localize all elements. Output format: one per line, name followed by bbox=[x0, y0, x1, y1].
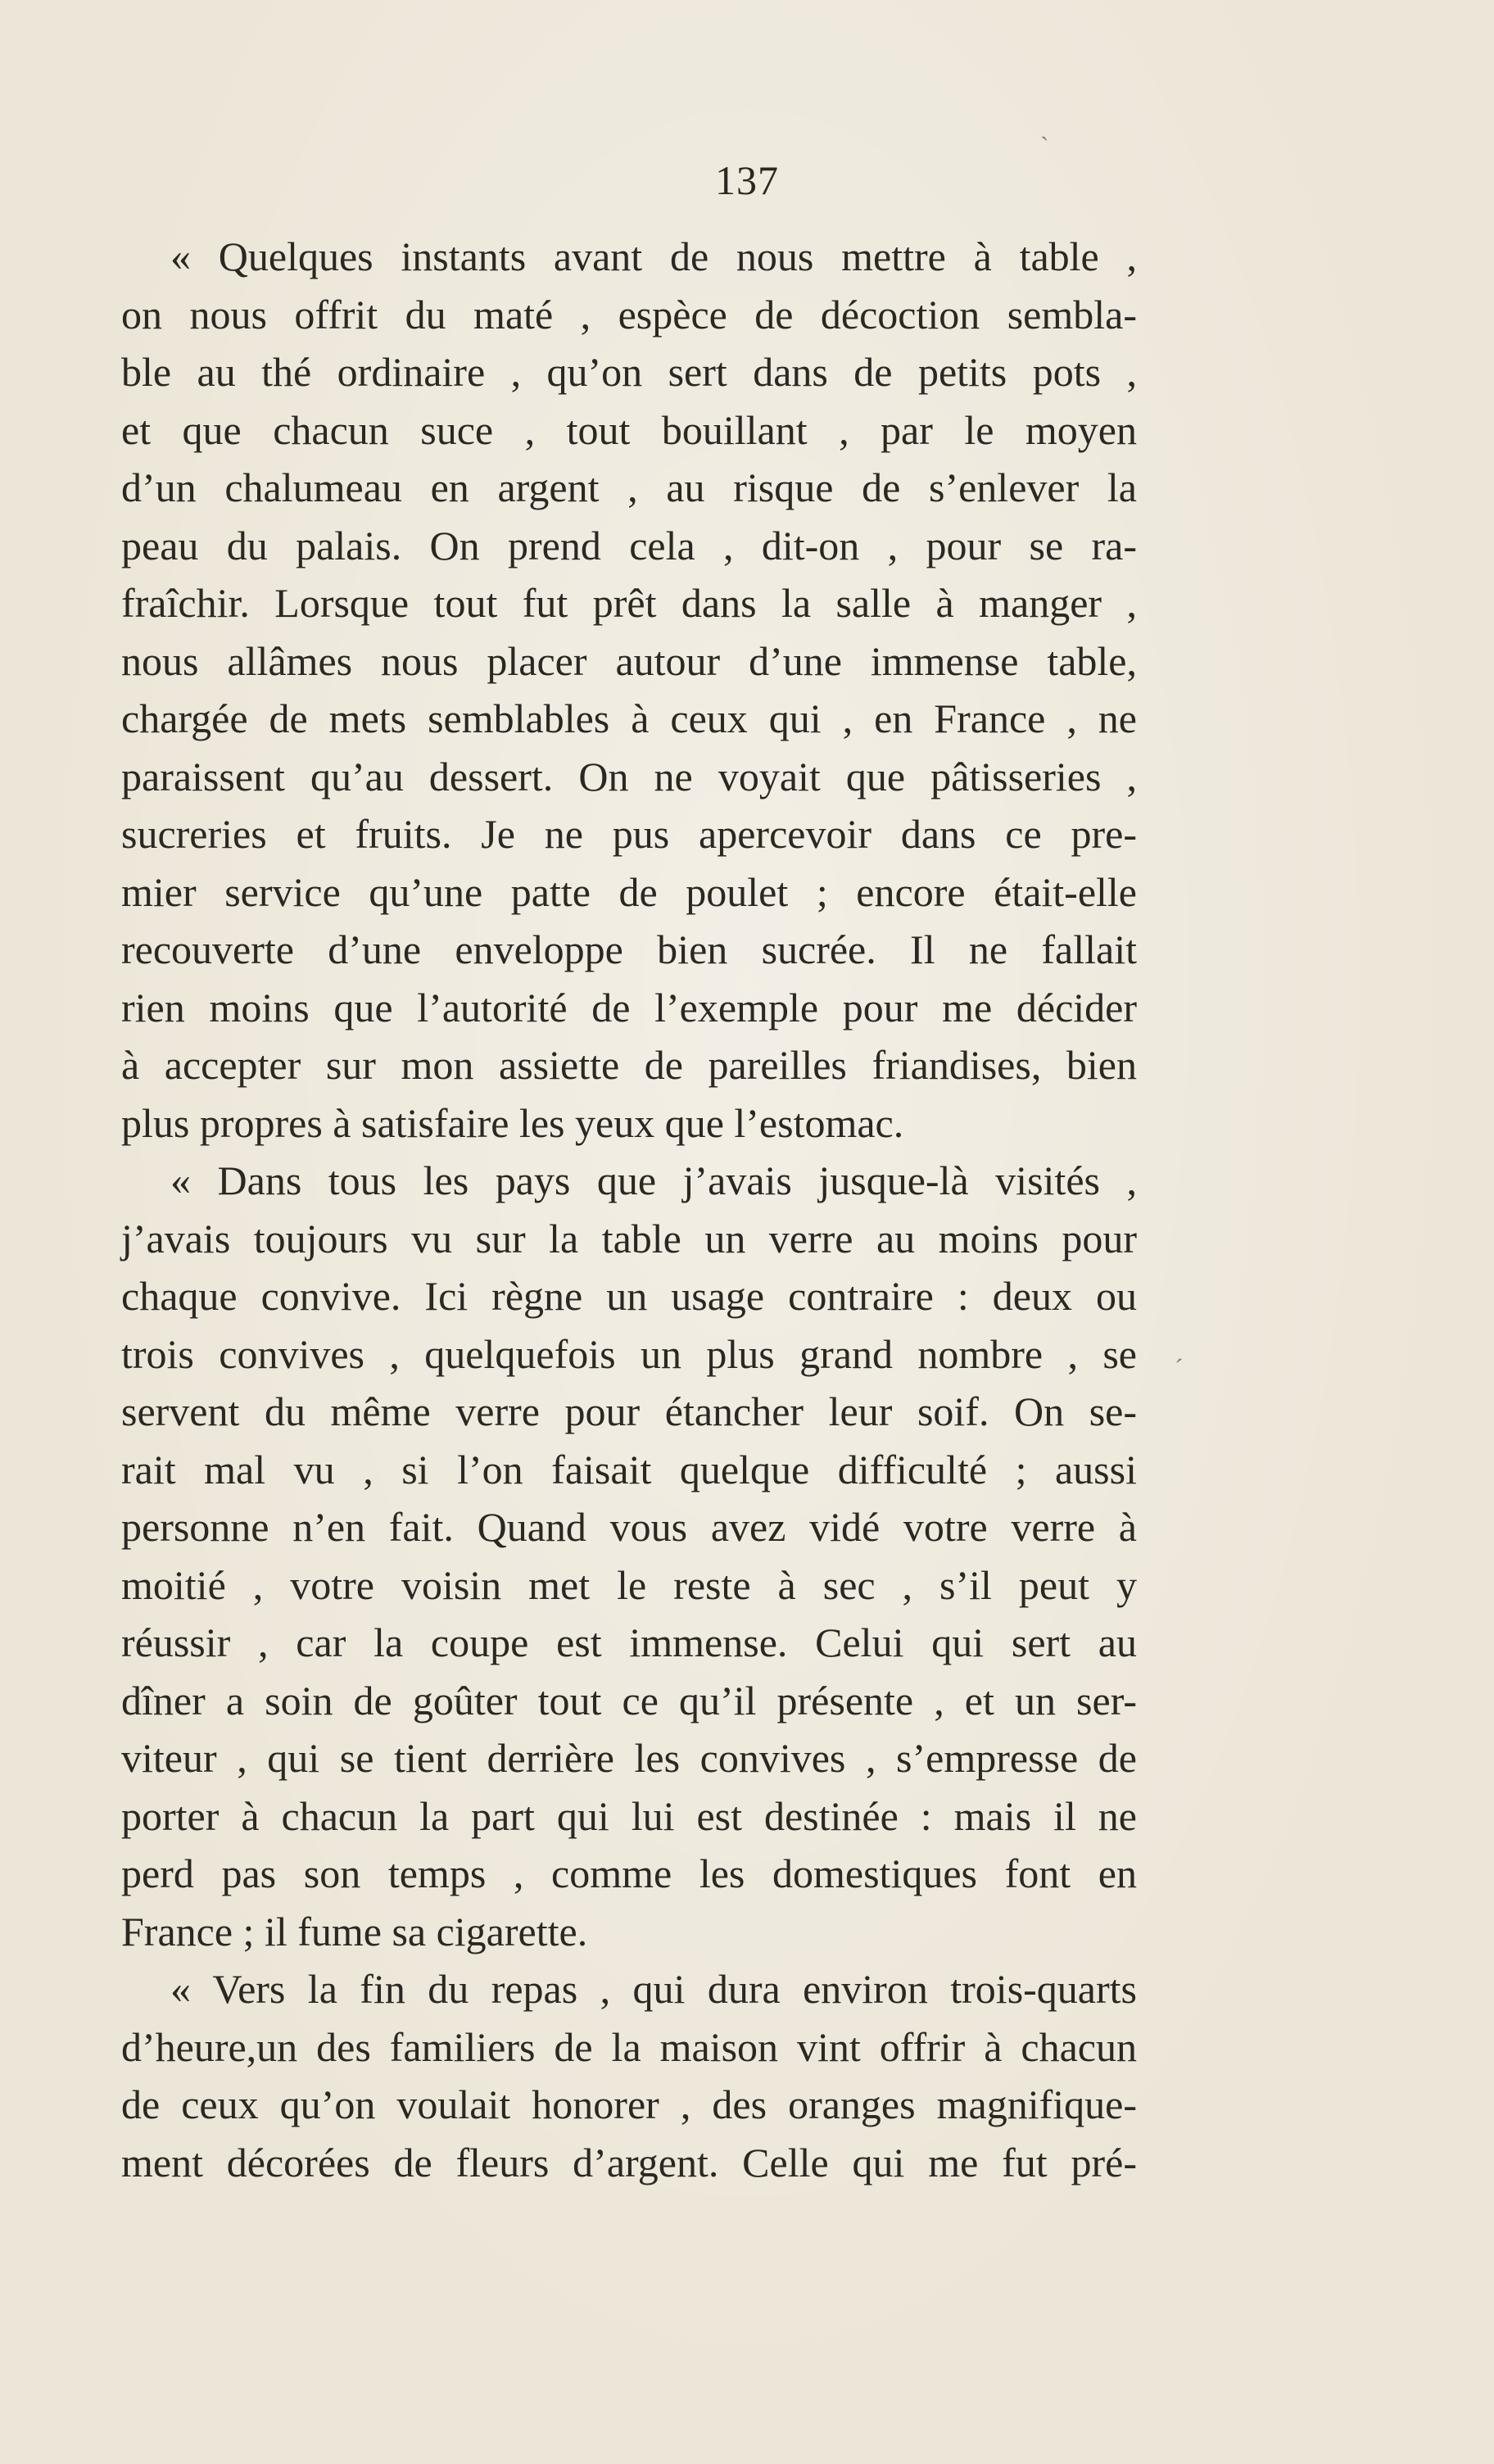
text-line: et que chacun suce , tout bouillant , par le moyen bbox=[121, 406, 1137, 453]
text-line: porter à chacun la part qui lui est destinée : mais il ne bbox=[121, 1792, 1137, 1839]
text-line: moitié , votre voisin met le reste à sec , s’il peut y bbox=[121, 1561, 1137, 1608]
text-line: perd pas son temps , comme les domestiques font en bbox=[121, 1850, 1137, 1896]
text-line: « Quelques instants avant de nous mettre à table , bbox=[170, 233, 1137, 279]
text-line: à accepter sur mon assiette de pareilles friandises, bien bbox=[121, 1042, 1137, 1088]
text-line: fraîchir. Lorsque tout fut prêt dans la salle à manger , bbox=[121, 580, 1137, 626]
text-line: trois convives , quelquefois un plus grand nombre , se bbox=[121, 1330, 1137, 1377]
text-line: « Dans tous les pays que j’avais jusque-là visités , bbox=[170, 1157, 1137, 1203]
text-line: mier service qu’une patte de poulet ; encore était-elle bbox=[121, 868, 1137, 915]
text-line: nous allâmes nous placer autour d’une immense table, bbox=[121, 637, 1137, 684]
text-line: France ; il fume sa cigarette. bbox=[121, 1908, 588, 1954]
text-line: sucreries et fruits. Je ne pus apercevoir dans ce pre- bbox=[121, 811, 1137, 857]
text-line: on nous offrit du maté , espèce de décoction sembla- bbox=[121, 291, 1137, 337]
stray-mark: ˊ bbox=[1175, 1353, 1184, 1383]
paragraph bbox=[121, 1960, 1137, 2191]
text-line: chaque convive. Ici règne un usage contraire : deux ou bbox=[121, 1273, 1137, 1319]
body-text bbox=[121, 228, 1137, 2191]
text-line: personne n’en fait. Quand vous avez vidé votre verre à bbox=[121, 1504, 1137, 1550]
stray-mark: ˋ bbox=[1040, 131, 1049, 161]
text-line: rien moins que l’autorité de l’exemple pour me décider bbox=[121, 984, 1137, 1030]
text-line: réussir , car la coupe est immense. Celui qui sert au bbox=[121, 1619, 1137, 1665]
text-line: chargée de mets semblables à ceux qui , en France , ne bbox=[121, 695, 1137, 741]
text-line: de ceux qu’on voulait honorer , des oranges magnifique- bbox=[121, 2081, 1137, 2127]
paragraph bbox=[121, 1152, 1137, 1960]
text-line: paraissent qu’au dessert. On ne voyait que pâtisseries , bbox=[121, 753, 1137, 799]
text-line: j’avais toujours vu sur la table un verre au moins pour bbox=[121, 1215, 1137, 1261]
text-line: rait mal vu , si l’on faisait quelque difficulté ; aussi bbox=[121, 1446, 1137, 1492]
text-line: ble au thé ordinaire , qu’on sert dans de petits pots , bbox=[121, 349, 1137, 395]
text-line: d’un chalumeau en argent , au risque de s’enlever la bbox=[121, 464, 1137, 510]
text-line: dîner a soin de goûter tout ce qu’il présente , et un ser- bbox=[121, 1677, 1137, 1723]
text-line: plus propres à satisfaire les yeux que l’estomac. bbox=[121, 1099, 904, 1146]
text-line: d’heure,un des familiers de la maison vint offrir à chacun bbox=[121, 2023, 1137, 2070]
text-line: viteur , qui se tient derrière les convives , s’empresse de bbox=[121, 1735, 1137, 1781]
text-line: « Vers la fin du repas , qui dura environ trois-quarts bbox=[170, 1966, 1137, 2012]
text-line: servent du même verre pour étancher leur soif. On se- bbox=[121, 1388, 1137, 1434]
text-line: recouverte d’une enveloppe bien sucrée. Il ne fallait bbox=[121, 926, 1137, 972]
paragraph bbox=[121, 228, 1137, 1152]
text-line: peau du palais. On prend cela , dit-on , pour se ra- bbox=[121, 522, 1137, 568]
text-line: ment décorées de fleurs d’argent. Celle qui me fut pré- bbox=[121, 2139, 1137, 2185]
page-number: 137 bbox=[715, 157, 779, 203]
